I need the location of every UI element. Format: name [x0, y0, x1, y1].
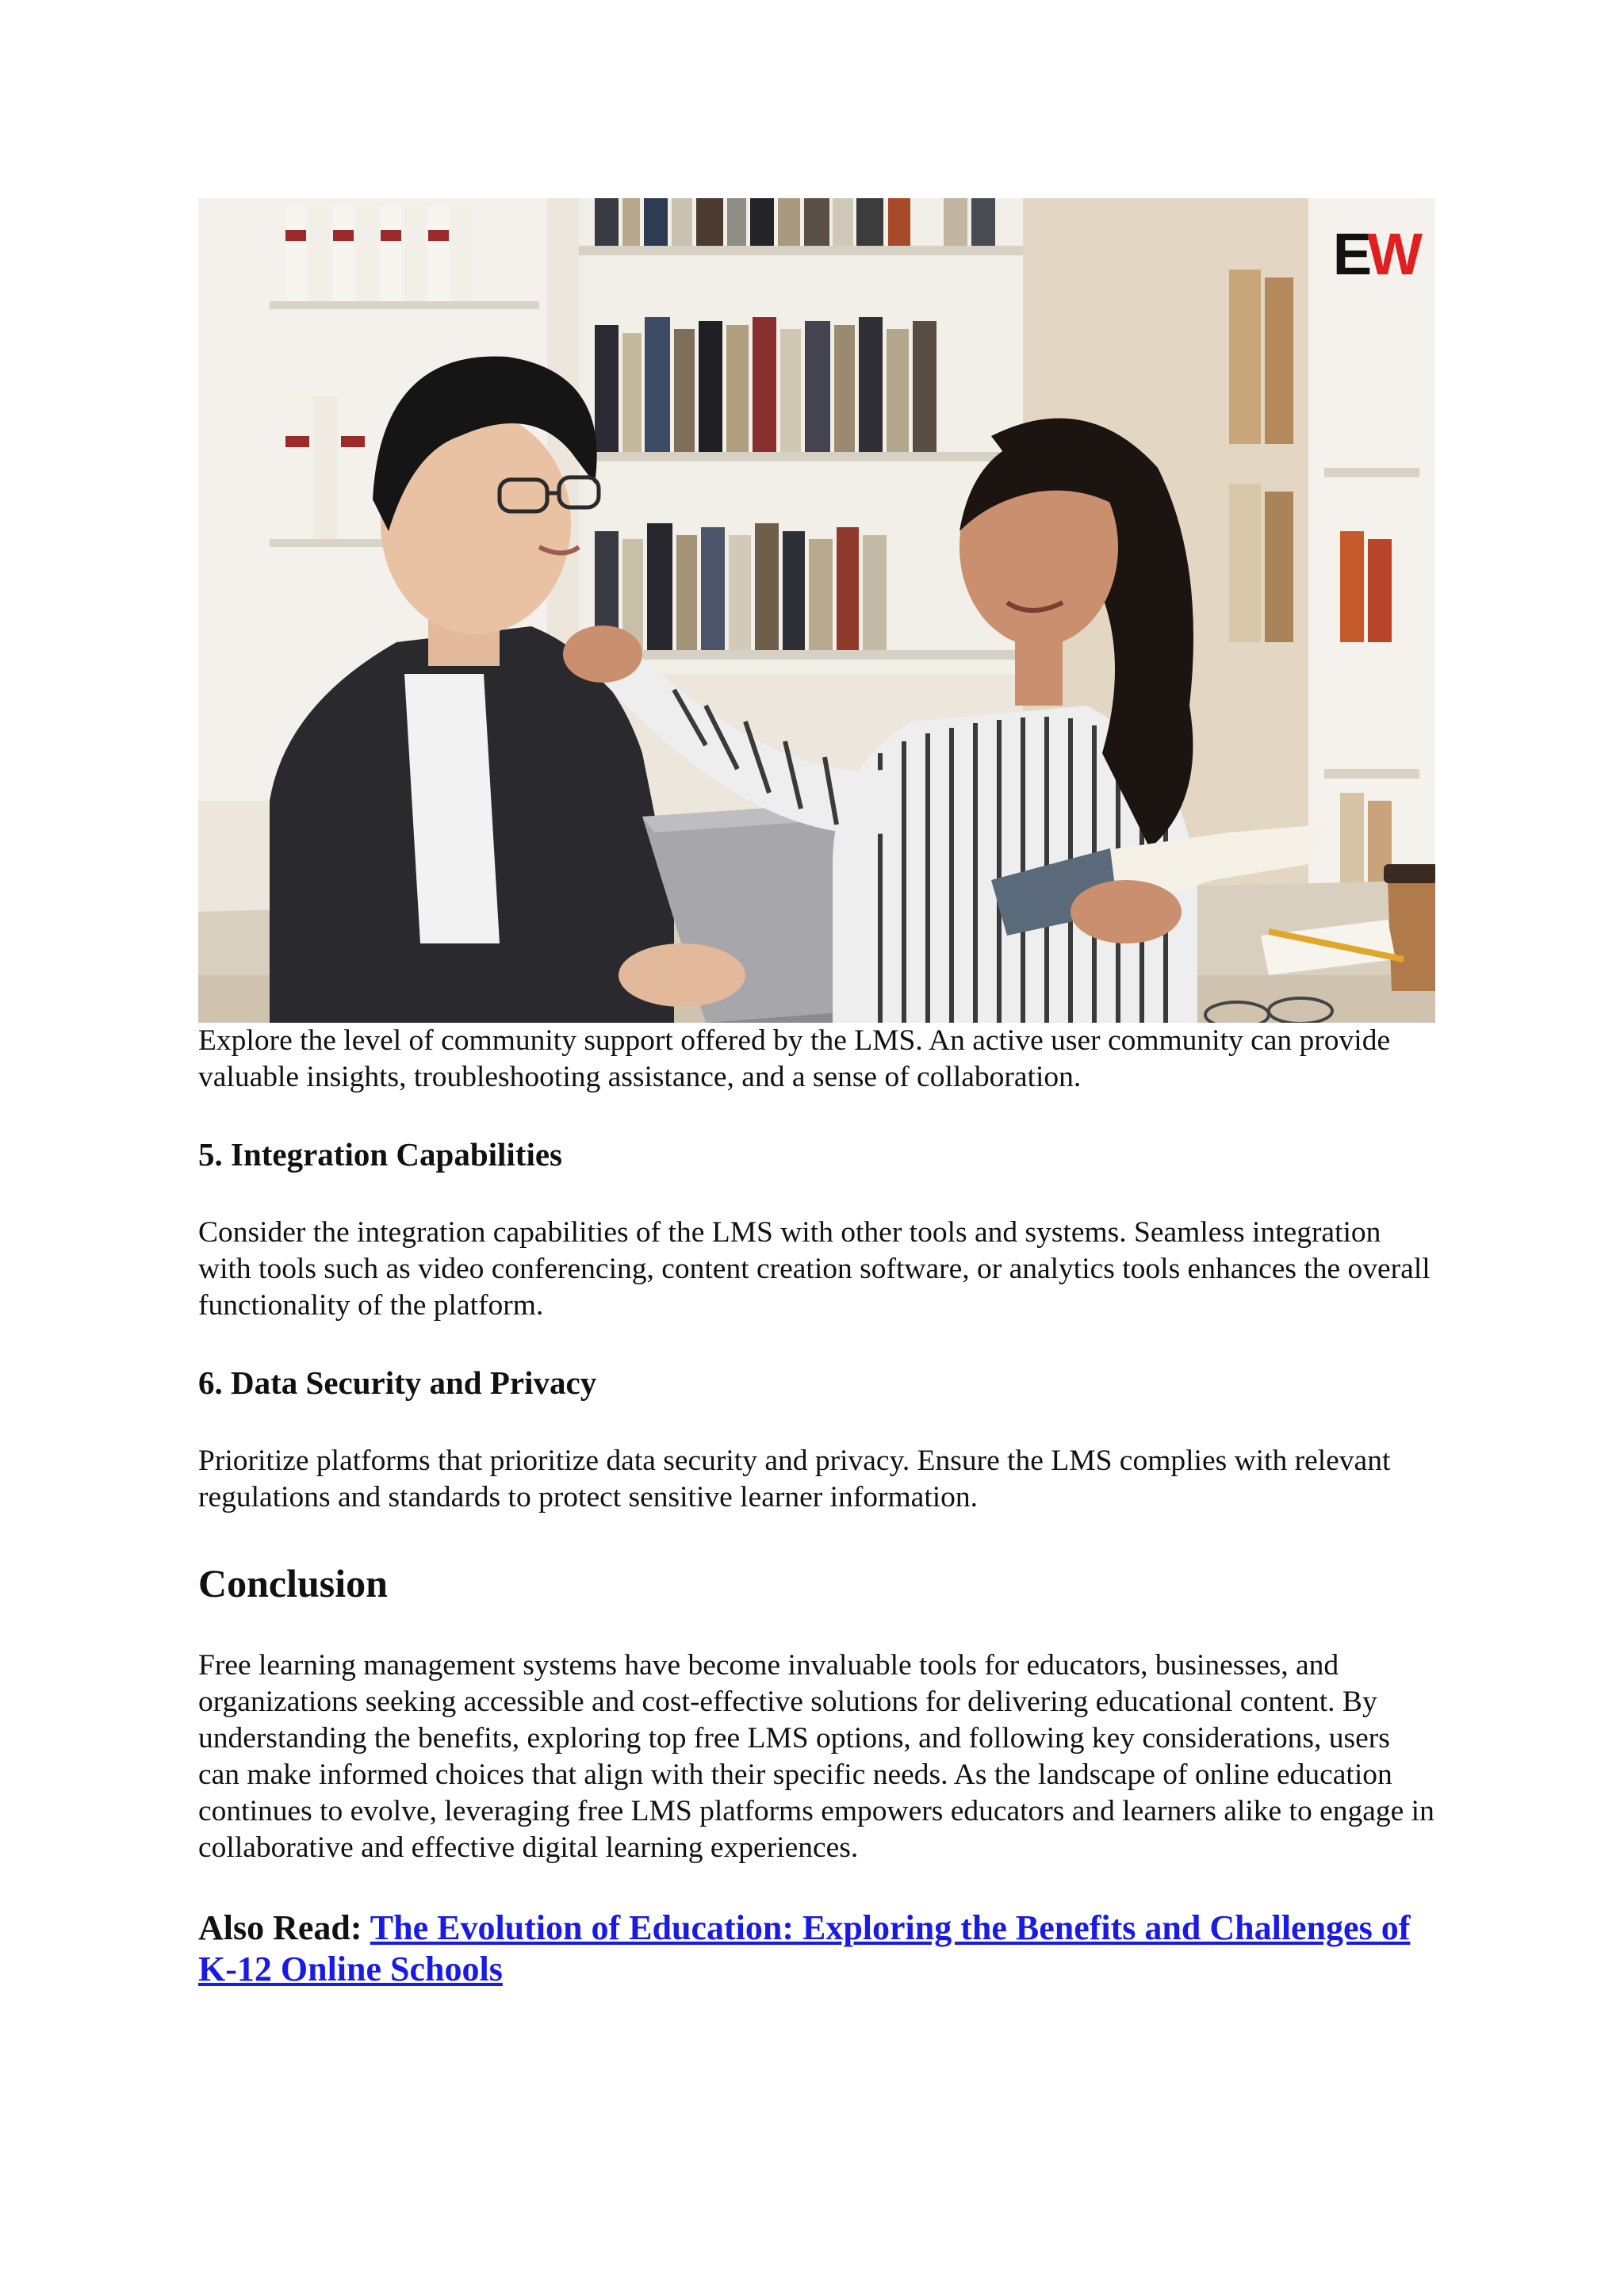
logo-letter-e: E — [1332, 221, 1368, 287]
section-body-security: Prioritize platforms that prioritize data security and privacy. Ensure the LMS complies with relevant regulations and standards to protect sensitive learner information. — [198, 1445, 1391, 1513]
article-page — [198, 198, 1435, 1990]
also-read — [198, 1908, 1435, 1990]
section-body-integration: Consider the integration capabilities of the LMS with other tools and systems. Seamless integration with tools such as video conferencing, content creation software, or analytics tools enhances the overall functionality of the platform. — [198, 1216, 1431, 1322]
hero-photo — [198, 198, 1435, 1023]
section-heading-integration: 5. Integration Capabilities — [198, 1136, 562, 1173]
also-read-link[interactable]: The Evolution of Education: Exploring the Benefits and Challenges of K-12 Online Schools — [198, 1908, 1411, 1988]
intro-paragraph: Explore the level of community support offered by the LMS. An active user community can provide valuable insights, troubleshooting assistance, and a sense of collaboration. — [198, 1024, 1391, 1093]
brand-logo — [1332, 221, 1418, 287]
conclusion-heading: Conclusion — [198, 1561, 388, 1605]
section-heading-security: 6. Data Security and Privacy — [198, 1364, 597, 1401]
also-read-label: Also Read: — [198, 1908, 370, 1947]
conclusion-body: Free learning management systems have become invaluable tools for educators, businesses, and organizations seeking accessible and cost-effective solutions for delivering educational content. By understanding the benefits, exploring top free LMS options, and following key considerations, users can make informed choices that align with their specific needs. As the landscape of online education continues to evolve, leveraging free LMS platforms empowers educators and learners alike to engage in collaborative and effective digital learning experiences. — [198, 1649, 1434, 1864]
students-library-illustration — [198, 198, 1435, 1023]
logo-letter-w: W — [1367, 221, 1418, 287]
